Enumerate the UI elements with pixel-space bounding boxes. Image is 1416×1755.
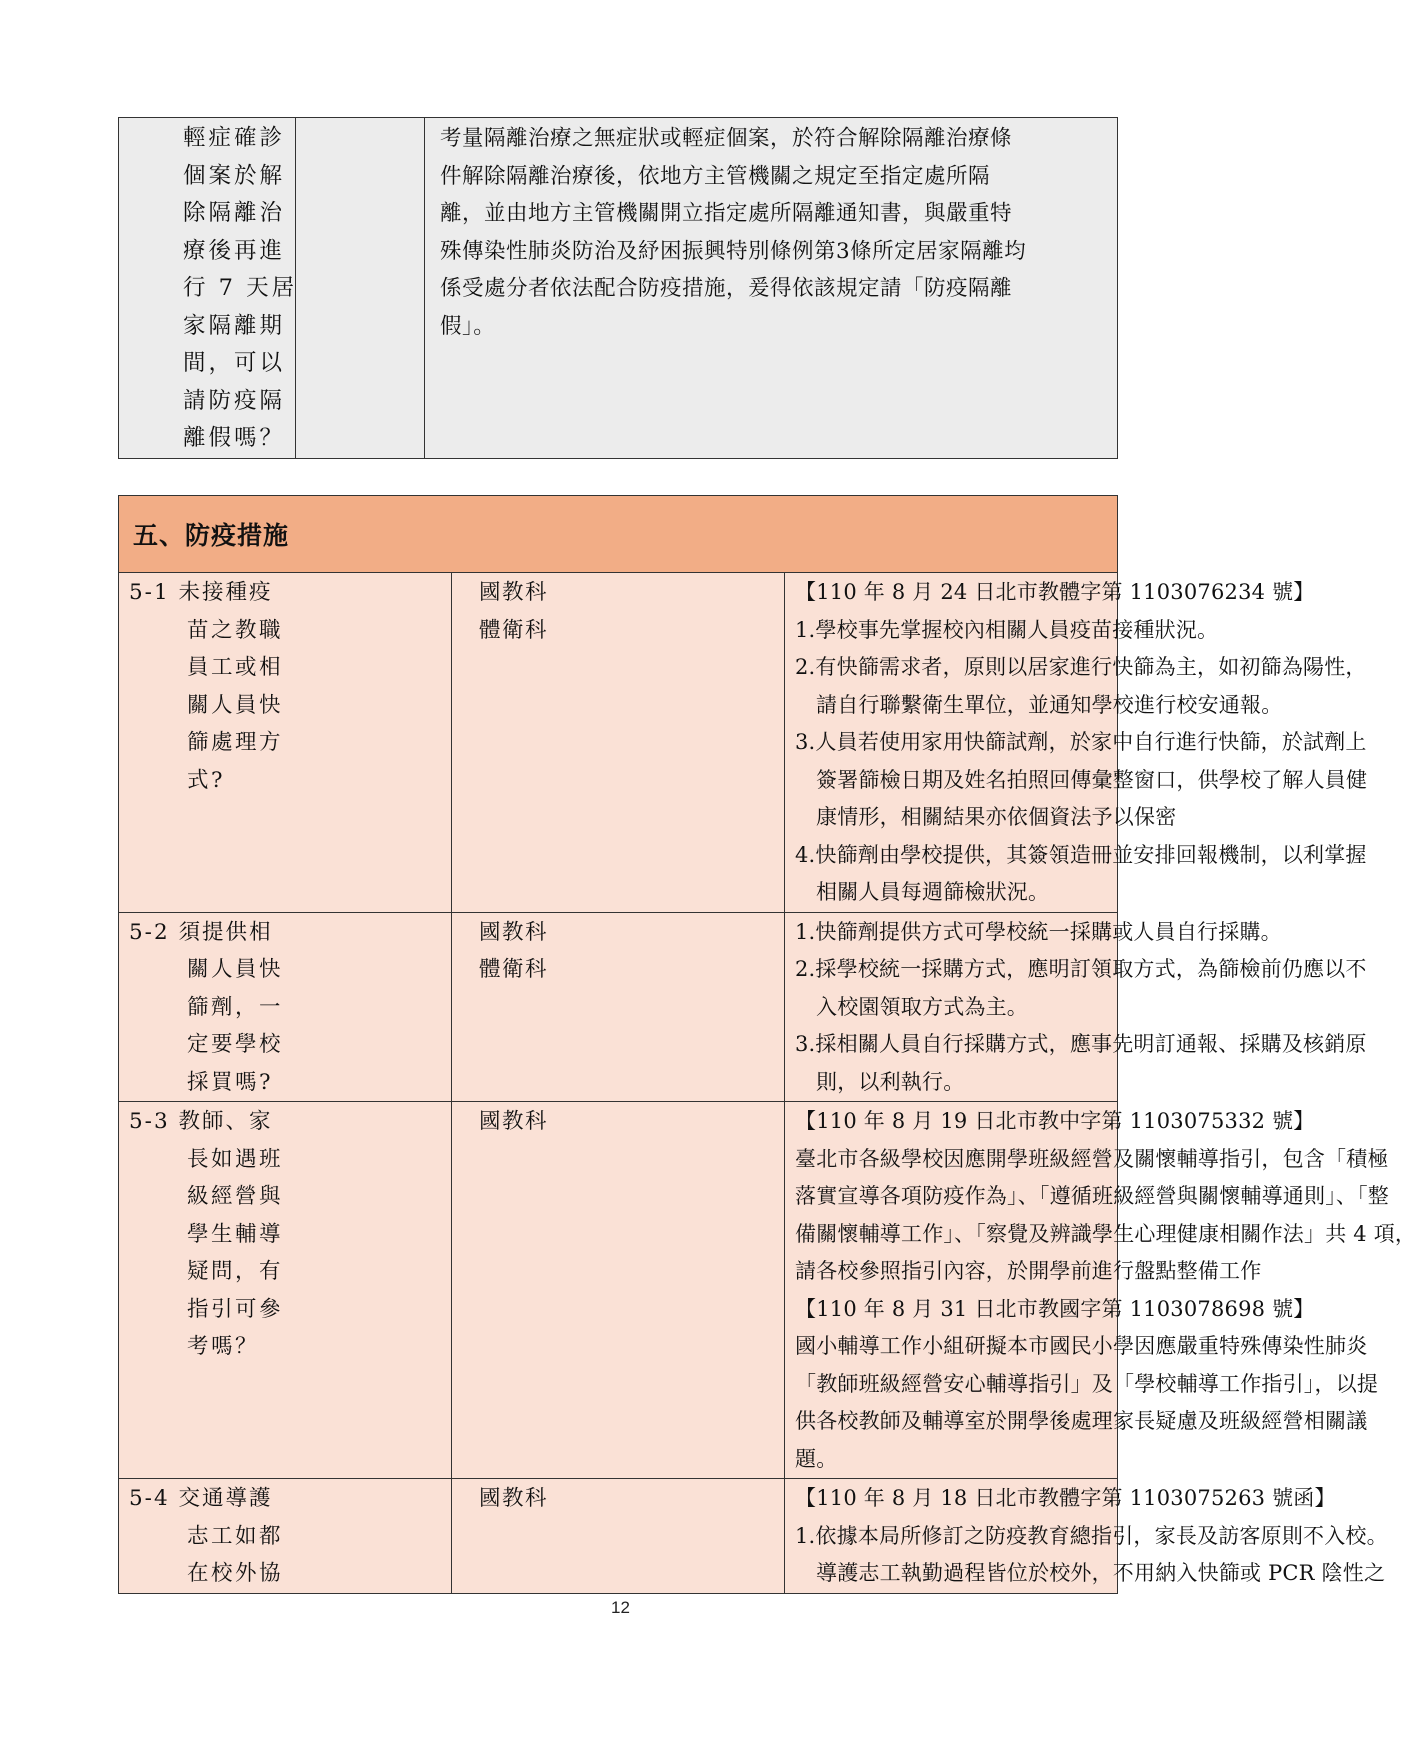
answer-line: 4.快篩劑由學校提供，其簽領造冊並安排回報機制，以利掌握 xyxy=(795,842,1367,867)
answer-line: 離，並由地方主管機關開立指定處所隔離通知書，與嚴重特 xyxy=(440,201,1013,226)
question-line: 指引可參 xyxy=(187,1296,284,1322)
answer-line: 假」。 xyxy=(440,313,496,339)
top-qa-table xyxy=(118,117,1118,459)
unit-line: 體衛科 xyxy=(479,957,549,982)
answer-line: 【110 年 8 月 24 日北市教體字第 1103076234 號】 xyxy=(795,580,1315,604)
unit-line: 國教科 xyxy=(479,1109,549,1134)
question-line: 疑問，有 xyxy=(187,1259,284,1284)
table-row xyxy=(119,1102,1118,1479)
unit-line: 體衛科 xyxy=(479,617,549,643)
answer-line: 3.採相關人員自行採購方式，應事先明訂通報、採購及核銷原 xyxy=(795,1032,1367,1056)
question-line: 篩劑，一 xyxy=(187,994,284,1020)
section-title: 五、防疫措施 xyxy=(133,521,290,550)
answer-line: 備關懷輔導工作」、「察覺及辨識學生心理健康相關作法」共 4 項， xyxy=(795,1221,1416,1246)
question-line: 苗之教職 xyxy=(187,617,284,643)
unit-cell xyxy=(452,1102,785,1479)
question-line: 個案於解 xyxy=(183,162,286,189)
epidemic-measures-table xyxy=(118,495,1416,1594)
page-number: 12 xyxy=(611,1598,630,1617)
answer-cell xyxy=(785,573,1368,913)
table-row xyxy=(119,912,1118,1102)
section-header-cell xyxy=(119,496,1118,573)
answer-line: 供各校教師及輔導室於開學後處理家長疑慮及班級經營相關議 xyxy=(795,1409,1368,1433)
question-line: 行 7 天居 xyxy=(183,275,298,301)
question-line: 學生輔導 xyxy=(187,1221,284,1247)
answer-line: 2.有快篩需求者，原則以居家進行快篩為主，如初篩為陽性， xyxy=(795,655,1367,679)
section-header-row xyxy=(119,496,1118,573)
question-line: 級經營與 xyxy=(187,1184,284,1209)
table-row xyxy=(119,118,1118,459)
answer-line: 相關人員每週篩檢狀況。 xyxy=(816,880,1050,904)
question-line: 5-3 教師、家 xyxy=(129,1109,273,1134)
question-line: 員工或相 xyxy=(187,655,284,680)
question-line: 長如遇班 xyxy=(187,1146,284,1172)
answer-cell xyxy=(785,912,1367,1102)
question-line: 5-1 未接種疫 xyxy=(129,580,273,605)
answer-line: 簽署篩檢日期及姓名拍照回傳彙整窗口，供學校了解人員健 xyxy=(816,767,1368,792)
question-line: 請防疫隔 xyxy=(183,387,286,414)
question-line: 考嗎？ xyxy=(187,1334,260,1359)
unit-cell xyxy=(452,912,785,1102)
unit-line: 國教科 xyxy=(479,919,549,945)
unit-cell xyxy=(296,118,425,459)
question-line: 療後再進 xyxy=(183,237,286,264)
answer-cell xyxy=(785,1479,1388,1594)
question-cell xyxy=(119,118,296,459)
answer-line: 考量隔離治療之無症狀或輕症個案，於符合解除隔離治療條 xyxy=(440,126,1013,151)
question-line: 關人員快 xyxy=(187,957,284,982)
question-line: 離假嗎？ xyxy=(183,425,286,451)
unit-line: 國教科 xyxy=(479,1486,549,1511)
question-line: 輕症確診 xyxy=(183,125,286,151)
answer-line: 件解除隔離治療後，依地方主管機關之規定至指定處所隔 xyxy=(440,163,991,189)
answer-line: 「教師班級經營安心輔導指引」及「學校輔導工作指引」，以提 xyxy=(795,1371,1379,1396)
table-row xyxy=(119,573,1118,913)
answer-line: 殊傳染性肺炎防治及紓困振興特別條例第3條所定居家隔離均 xyxy=(440,238,1027,264)
question-line: 家隔離期 xyxy=(183,312,286,339)
answer-line: 1.依據本局所修訂之防疫教育總指引，家長及訪客原則不入校。 xyxy=(795,1523,1388,1548)
answer-line: 國小輔導工作小組研擬本市國民小學因應嚴重特殊傳染性肺炎 xyxy=(795,1334,1368,1358)
question-cell xyxy=(119,1479,452,1594)
question-cell xyxy=(119,1102,452,1479)
table-row xyxy=(119,1479,1118,1594)
answer-line: 2.採學校統一採購方式，應明訂領取方式，為篩檢前仍應以不 xyxy=(795,957,1367,981)
unit-cell xyxy=(452,1479,785,1594)
answer-cell xyxy=(785,1102,1416,1479)
question-line: 除隔離治 xyxy=(183,200,286,226)
question-line: 式? xyxy=(187,767,226,793)
question-line: 志工如都 xyxy=(187,1523,284,1549)
question-line: 在校外協 xyxy=(187,1561,284,1586)
answer-line: 則，以利執行。 xyxy=(816,1069,965,1094)
answer-line: 請自行聯繫衛生單位，並通知學校進行校安通報。 xyxy=(816,692,1283,717)
answer-line: 落實宣導各項防疫作為」、「遵循班級經營與關懷輔導通則」、「整 xyxy=(795,1184,1389,1208)
question-line: 篩處理方 xyxy=(187,730,284,755)
question-cell xyxy=(119,912,452,1102)
question-line: 間，可以 xyxy=(183,350,286,376)
answer-line: 係受處分者依法配合防疫措施，爰得依該規定請「防疫隔離 xyxy=(440,276,1013,301)
answer-line: 康情形，相關結果亦依個資法予以保密 xyxy=(816,805,1177,829)
answer-line: 請各校參照指引內容，於開學前進行盤點整備工作 xyxy=(795,1259,1262,1283)
answer-line: 入校園領取方式為主。 xyxy=(816,994,1028,1019)
question-line: 5-4 交通導護 xyxy=(129,1486,273,1511)
answer-line: 導護志工執勤過程皆位於校外，不用納入快篩或 PCR 陰性之 xyxy=(816,1561,1386,1585)
answer-line: 1.學校事先掌握校內相關人員疫苗接種狀況。 xyxy=(795,617,1219,642)
question-cell xyxy=(119,573,452,913)
answer-line: 題。 xyxy=(795,1446,838,1471)
answer-line: 3.人員若使用家用快篩試劑，於家中自行進行快篩，於試劑上 xyxy=(795,730,1367,754)
question-line: 5-2 須提供相 xyxy=(129,919,273,945)
question-line: 定要學校 xyxy=(187,1032,284,1057)
answer-line: 臺北市各級學校因應開學班級經營及關懷輔導指引，包含「積極 xyxy=(795,1146,1389,1171)
unit-line: 國教科 xyxy=(479,580,549,605)
answer-cell xyxy=(425,118,1118,459)
answer-line: 【110 年 8 月 18 日北市教體字第 1103075263 號函】 xyxy=(795,1486,1336,1510)
answer-line: 1.快篩劑提供方式可學校統一採購或人員自行採購。 xyxy=(795,919,1282,944)
answer-line: 【110 年 8 月 31 日北市教國字第 1103078698 號】 xyxy=(795,1296,1315,1321)
question-line: 關人員快 xyxy=(187,692,284,718)
question-line: 採買嗎? xyxy=(187,1069,274,1095)
unit-cell xyxy=(452,573,785,913)
answer-line: 【110 年 8 月 19 日北市教中字第 1103075332 號】 xyxy=(795,1109,1315,1133)
